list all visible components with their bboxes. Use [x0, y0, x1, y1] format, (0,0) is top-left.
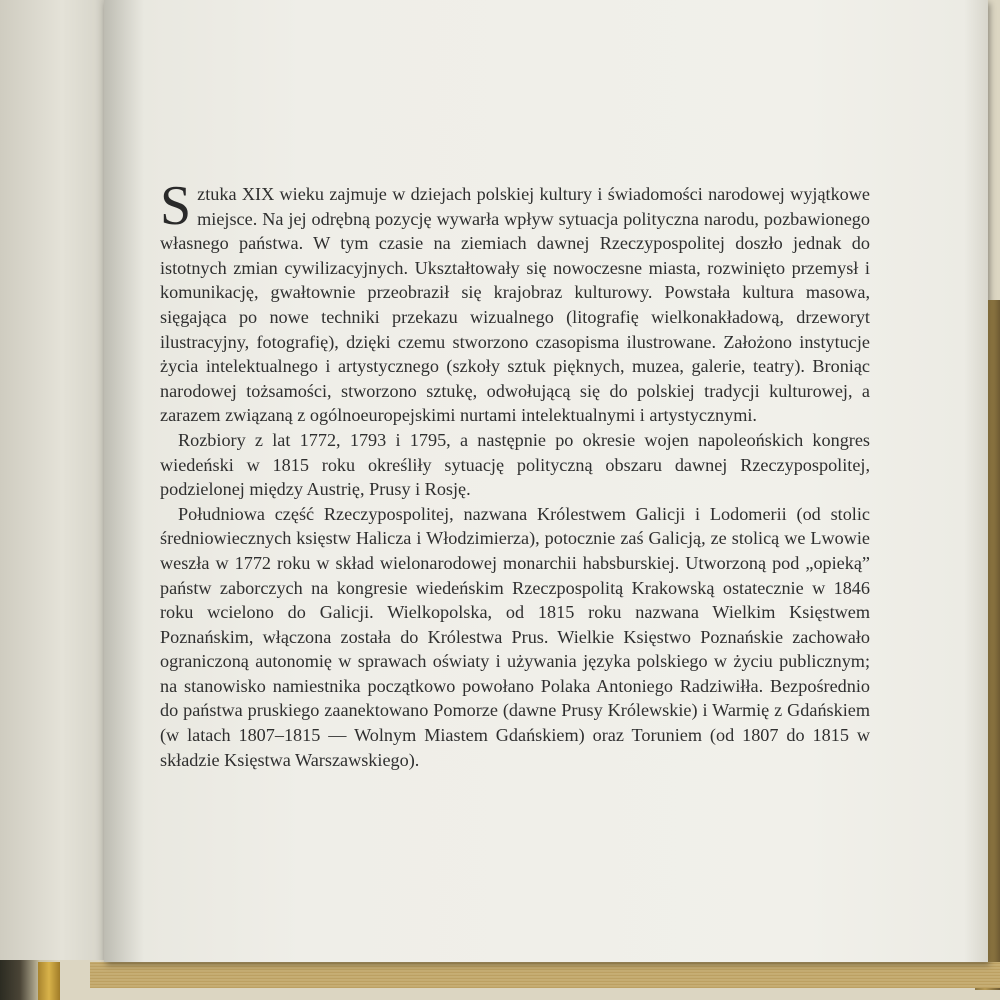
paragraph-3: Południowa część Rzeczypospolitej, nazwana Królestwem Galicji i Lodomerii (od stolic średniowiecznych księstw Halicza i Włodzimierza), potocznie zaś Galicją, ze stolicą we Lwowie weszła w 1772 roku w skład wielonarodowej monarchii habsburskiej. Utworzoną pod „opieką” państw zaborczych na kongresie wiedeńskim Rzeczpospolitą Krakowską ostatecznie w 1846 roku wcielono do Galicji. Wielkopolska, od 1815 roku nazwana Wielkim Księstwem Poznańskim, włączona została do Królestwa Prus. Wielkie Księstwo Poznańskie zachowało ograniczoną autonomię w sprawach oświaty i używania języka polskiego w życiu publicznym; na stanowisko namiestnika początkowo powołano Polaka Antoniego Radziwiłła. Bezpośrednio do państwa pruskiego zaanektowano Pomorze (dawne Prusy Królewskie) i Warmię z Gdańskiem (w latach 1807–1815 — Wolnym Miastem Gdańskiem) oraz Toruniem (od 1807 do 1815 w składzie Księstwa Warszawskiego). [160, 503, 870, 770]
paragraph-1 [160, 175, 870, 428]
bookmark-ribbon [38, 962, 60, 1000]
page-text-block [160, 175, 870, 772]
paragraph-1-text: ztuka XIX wieku zajmuje w dziejach polskiej kultury i świadomości narodowej wyjątkowe miejsce. Na jej odrębną pozycję wywarła wpływ sytuacja polityczna narodu, pozbawionego własnego państwa. W tym czasie na ziemiach dawnej Rzeczypospolitej doszło jednak do istotnych zmian cywilizacyjnych. Ukształtowały się nowoczesne miasta, rozwinięto przemysł i komunikację, gwałtownie przeobraził się krajobraz kulturowy. Powstała kultura masowa, sięgająca po nowe techniki przekazu wizualnego (litografię wielkonakładową, drzeworyt ilustracyjny, fotografię), dzięki czemu stworzono czasopisma ilustrowane. Założono instytucje życia intelektualnego i artystycznego (szkoły sztuk pięknych, muzea, galerie, teatry). Broniąc narodowej tożsamości, stworzono sztukę, odwołującą się do polskiej tradycji kulturowej, a zarazem związaną z ogólnoeuropejskimi nurtami intelektualnymi i artystycznymi. [160, 184, 870, 426]
left-page [0, 0, 112, 960]
page-edges [90, 962, 1000, 988]
paragraph-2: Rozbiory z lat 1772, 1793 i 1795, a następnie po okresie wojen napoleońskich kongres wiedeński w 1815 roku określiły sytuację polityczną obszaru dawnej Rzeczypospolitej, podzielonej między Austrię, Prusy i Rosję. [160, 429, 870, 500]
drop-cap: S [160, 175, 192, 237]
